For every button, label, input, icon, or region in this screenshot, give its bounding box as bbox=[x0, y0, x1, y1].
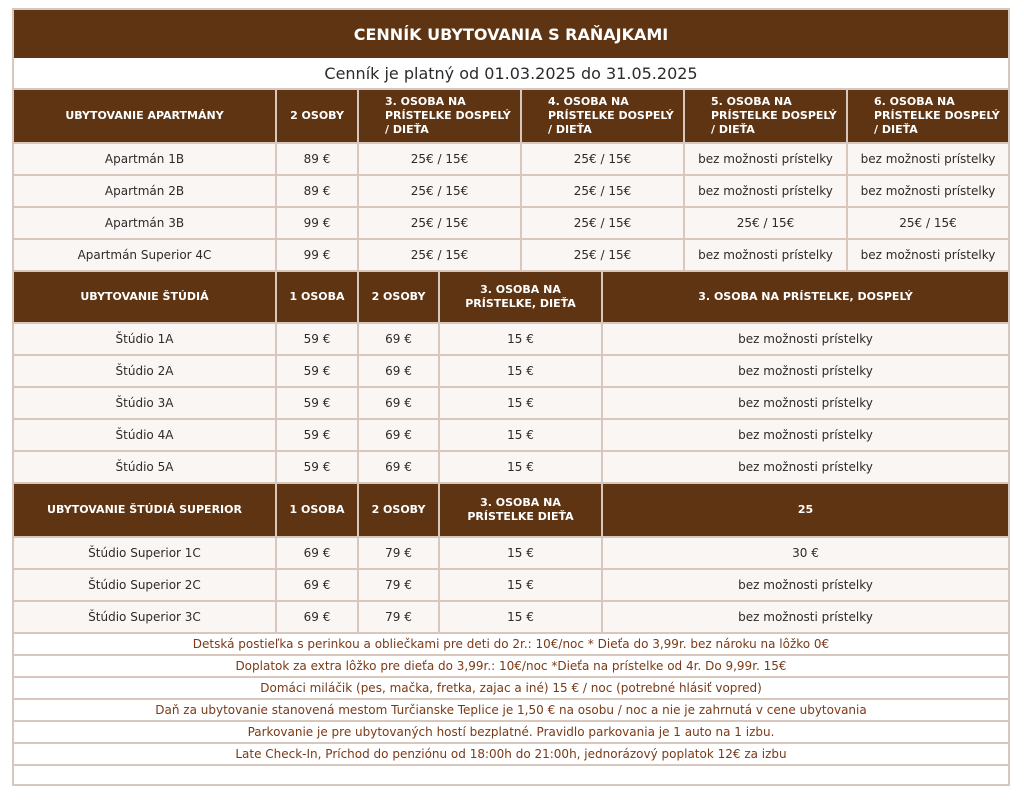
superior-price-1-person: 69 € bbox=[277, 602, 359, 634]
apartment-price-5th-person: bez možnosti prístelky bbox=[685, 240, 848, 272]
apartments-header-5th-person-label: 5. OSOBA NA PRÍSTELKE DOSPELÝ / DIEŤA bbox=[711, 95, 837, 136]
note-late-check-in: Late Check-In, Príchod do penziónu od 18:00h do 21:00h, jednorázový poplatok 12€ za izbu bbox=[14, 744, 1008, 766]
apartment-price-3rd-person: 25€ / 15€ bbox=[359, 240, 522, 272]
apartment-name: Apartmán 2B bbox=[14, 176, 277, 208]
apartment-price-4th-person: 25€ / 15€ bbox=[522, 208, 685, 240]
superior-price-1-person: 69 € bbox=[277, 538, 359, 570]
apartments-header-name: UBYTOVANIE APARTMÁNY bbox=[14, 90, 277, 144]
superior-price-2-persons: 79 € bbox=[359, 538, 440, 570]
note-baby-cot: Detská postieľka s perinkou a obliečkami pre deti do 2r.: 10€/noc * Dieťa do 3,99r. bez nároku na lôžko 0€ bbox=[14, 634, 1008, 656]
superior-price-3rd-child: 15 € bbox=[440, 538, 603, 570]
apartment-price-6th-person: bez možnosti prístelky bbox=[848, 144, 1008, 176]
studio-price-2-persons: 69 € bbox=[359, 388, 440, 420]
studio-price-1-person: 59 € bbox=[277, 356, 359, 388]
superior-name: Štúdio Superior 1C bbox=[14, 538, 277, 570]
apartments-header-2-persons: 2 OSOBY bbox=[277, 90, 359, 144]
superior-name: Štúdio Superior 2C bbox=[14, 570, 277, 602]
apartment-price-5th-person: 25€ / 15€ bbox=[685, 208, 848, 240]
validity-subtitle: Cenník je platný od 01.03.2025 do 31.05.2025 bbox=[14, 58, 1008, 90]
studio-price-1-person: 59 € bbox=[277, 324, 359, 356]
studio-price-1-person: 59 € bbox=[277, 420, 359, 452]
studio-name: Štúdio 1A bbox=[14, 324, 277, 356]
superior-price-3rd-child: 15 € bbox=[440, 570, 603, 602]
apartments-header-3rd-person bbox=[359, 90, 522, 144]
apartment-price-2-persons: 89 € bbox=[277, 144, 359, 176]
apartment-price-4th-person: 25€ / 15€ bbox=[522, 144, 685, 176]
note-parking: Parkovanie je pre ubytovaných hostí bezplatné. Pravidlo parkovania je 1 auto na 1 izbu. bbox=[14, 722, 1008, 744]
studios-header-2-persons: 2 OSOBY bbox=[359, 272, 440, 324]
studio-price-1-person: 59 € bbox=[277, 388, 359, 420]
apartment-price-3rd-person: 25€ / 15€ bbox=[359, 176, 522, 208]
apartment-price-2-persons: 99 € bbox=[277, 240, 359, 272]
apartments-header-6th-person-label: 6. OSOBA NA PRÍSTELKE DOSPELÝ / DIEŤA bbox=[874, 95, 1000, 136]
superior-price-3rd-adult: 30 € bbox=[603, 538, 1008, 570]
studio-price-2-persons: 69 € bbox=[359, 356, 440, 388]
page-title: CENNÍK UBYTOVANIA S RAŇAJKAMI bbox=[14, 10, 1008, 58]
superior-price-3rd-child: 15 € bbox=[440, 602, 603, 634]
studio-name: Štúdio 3A bbox=[14, 388, 277, 420]
apartment-price-2-persons: 99 € bbox=[277, 208, 359, 240]
studio-price-3rd-adult: bez možnosti prístelky bbox=[603, 388, 1008, 420]
studio-price-3rd-adult: bez možnosti prístelky bbox=[603, 324, 1008, 356]
apartments-header-4th-person-label: 4. OSOBA NA PRÍSTELKE DOSPELÝ / DIEŤA bbox=[548, 95, 674, 136]
apartments-header-5th-person bbox=[685, 90, 848, 144]
studios-header-3rd-child: 3. OSOBA NA PRÍSTELKE, DIEŤA bbox=[440, 272, 603, 324]
superior-price-2-persons: 79 € bbox=[359, 602, 440, 634]
studio-price-3rd-adult: bez možnosti prístelky bbox=[603, 452, 1008, 484]
note-extra-bed: Doplatok za extra lôžko pre dieťa do 3,99r.: 10€/noc *Dieťa na prístelke od 4r. Do 9,99r. 15€ bbox=[14, 656, 1008, 678]
studio-price-3rd-child: 15 € bbox=[440, 452, 603, 484]
apartment-price-2-persons: 89 € bbox=[277, 176, 359, 208]
studio-price-3rd-child: 15 € bbox=[440, 420, 603, 452]
studio-price-3rd-adult: bez možnosti prístelky bbox=[603, 420, 1008, 452]
apartment-price-6th-person: bez možnosti prístelky bbox=[848, 176, 1008, 208]
apartment-price-5th-person: bez možnosti prístelky bbox=[685, 176, 848, 208]
note-city-tax: Daň za ubytovanie stanovená mestom Turčianske Teplice je 1,50 € na osobu / noc a nie je zahrnutá v cene ubytovania bbox=[14, 700, 1008, 722]
superior-header-name: UBYTOVANIE ŠTÚDIÁ SUPERIOR bbox=[14, 484, 277, 538]
studio-name: Štúdio 2A bbox=[14, 356, 277, 388]
note-pets: Domáci miláčik (pes, mačka, fretka, zajac a iné) 15 € / noc (potrebné hlásiť vopred) bbox=[14, 678, 1008, 700]
superior-price-2-persons: 79 € bbox=[359, 570, 440, 602]
studios-header-name: UBYTOVANIE ŠTÚDIÁ bbox=[14, 272, 277, 324]
apartment-price-3rd-person: 25€ / 15€ bbox=[359, 144, 522, 176]
apartment-price-4th-person: 25€ / 15€ bbox=[522, 240, 685, 272]
apartment-price-3rd-person: 25€ / 15€ bbox=[359, 208, 522, 240]
apartments-header-6th-person bbox=[848, 90, 1008, 144]
apartment-name: Apartmán Superior 4C bbox=[14, 240, 277, 272]
apartment-name: Apartmán 3B bbox=[14, 208, 277, 240]
superior-header-3rd-child: 3. OSOBA NA PRÍSTELKE DIEŤA bbox=[440, 484, 603, 538]
superior-name: Štúdio Superior 3C bbox=[14, 602, 277, 634]
note-empty-row bbox=[14, 766, 1008, 784]
superior-header-3rd-adult: 25 bbox=[603, 484, 1008, 538]
studio-price-2-persons: 69 € bbox=[359, 452, 440, 484]
studio-price-2-persons: 69 € bbox=[359, 324, 440, 356]
superior-header-1-person: 1 OSOBA bbox=[277, 484, 359, 538]
apartment-price-5th-person: bez možnosti prístelky bbox=[685, 144, 848, 176]
apartments-header-4th-person bbox=[522, 90, 685, 144]
studio-price-2-persons: 69 € bbox=[359, 420, 440, 452]
studio-price-3rd-child: 15 € bbox=[440, 324, 603, 356]
superior-price-3rd-adult: bez možnosti prístelky bbox=[603, 570, 1008, 602]
apartments-header-3rd-person-label: 3. OSOBA NA PRÍSTELKE DOSPELÝ / DIEŤA bbox=[385, 95, 511, 136]
studio-price-1-person: 59 € bbox=[277, 452, 359, 484]
apartment-name: Apartmán 1B bbox=[14, 144, 277, 176]
studio-price-3rd-child: 15 € bbox=[440, 388, 603, 420]
superior-price-3rd-adult: bez možnosti prístelky bbox=[603, 602, 1008, 634]
price-list-sheet bbox=[12, 8, 1010, 786]
studio-price-3rd-child: 15 € bbox=[440, 356, 603, 388]
apartment-price-6th-person: 25€ / 15€ bbox=[848, 208, 1008, 240]
studio-name: Štúdio 5A bbox=[14, 452, 277, 484]
superior-header-2-persons: 2 OSOBY bbox=[359, 484, 440, 538]
apartment-price-4th-person: 25€ / 15€ bbox=[522, 176, 685, 208]
studio-name: Štúdio 4A bbox=[14, 420, 277, 452]
studio-price-3rd-adult: bez možnosti prístelky bbox=[603, 356, 1008, 388]
studios-header-1-person: 1 OSOBA bbox=[277, 272, 359, 324]
superior-price-1-person: 69 € bbox=[277, 570, 359, 602]
studios-header-3rd-adult: 3. OSOBA NA PRÍSTELKE, DOSPELÝ bbox=[603, 272, 1008, 324]
apartment-price-6th-person: bez možnosti prístelky bbox=[848, 240, 1008, 272]
